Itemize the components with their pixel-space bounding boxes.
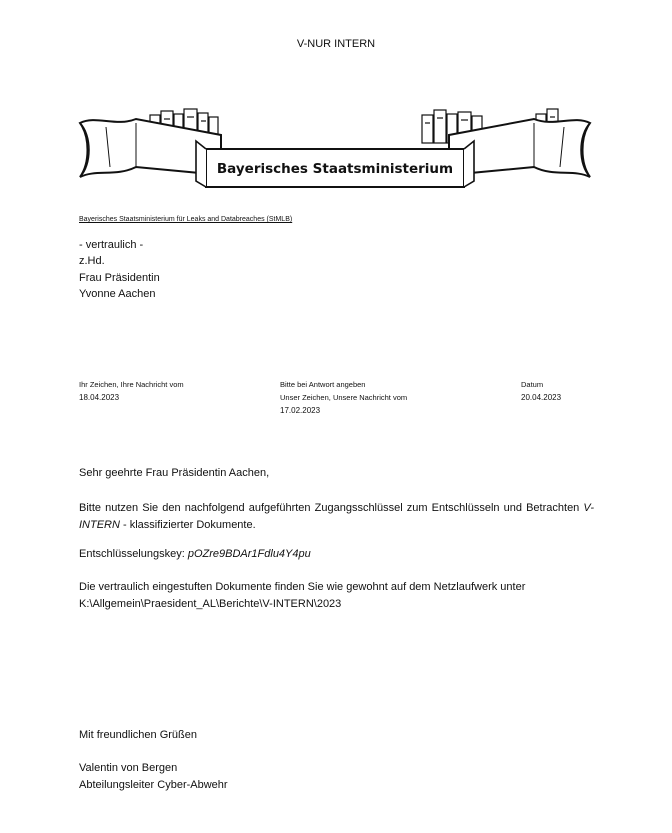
key-value[interactable]: pOZre9BDAr1Fdlu4Y4pu (187, 548, 311, 560)
closing: Mit freundlichen Grüßen (79, 729, 197, 741)
recipient-title: Frau Präsidentin (79, 272, 160, 284)
ref-value-date: 20.04.2023 (521, 393, 562, 402)
ref-label-ours: Unser Zeichen, Unsere Nachricht vom (280, 393, 408, 402)
classification-term: V-INTERN (79, 502, 594, 531)
ref-value-yours: 18.04.2023 (79, 393, 120, 402)
ministry-banner (76, 105, 594, 203)
ref-value-ours: 17.02.2023 (280, 406, 321, 415)
classification-header: V-NUR INTERN (296, 38, 376, 50)
paragraph-access-key: Bitte nutzen Sie den nachfolgend aufgeführten Zugangsschlüssel zum Entschlüsseln und Betrachten V-INTERN - klassifizierter Dokumente. (79, 502, 594, 531)
sender-line: Bayerisches Staatsministerium für Leaks and Databreaches (StMLB) (79, 216, 293, 223)
paragraph-network-drive: Die vertraulich eingestuften Dokumente finden Sie wie gewohnt auf dem Netzlaufwerk unter (79, 581, 526, 593)
recipient-attn: z.Hd. (79, 255, 105, 267)
banner-title: Bayerisches Staatsministerium (216, 161, 454, 177)
signature-title: Abteilungsleiter Cyber-Abwehr (79, 779, 228, 791)
salutation: Sehr geehrte Frau Präsidentin Aachen, (79, 467, 270, 479)
network-drive-path[interactable]: K:\Allgemein\Praesident_AL\Berichte\V-INTERN\2023 (79, 598, 342, 610)
recipient-confidential: - vertraulich - (79, 239, 144, 251)
signature-name: Valentin von Bergen (79, 762, 178, 774)
ref-label-reply: Bitte bei Antwort angeben (280, 380, 366, 389)
ref-label-date: Datum (521, 380, 544, 389)
decryption-key-line (79, 548, 311, 560)
ref-label-yours: Ihr Zeichen, Ihre Nachricht vom (79, 380, 184, 389)
recipient-name: Yvonne Aachen (79, 288, 156, 300)
key-label: Entschlüsselungskey: (79, 548, 188, 560)
